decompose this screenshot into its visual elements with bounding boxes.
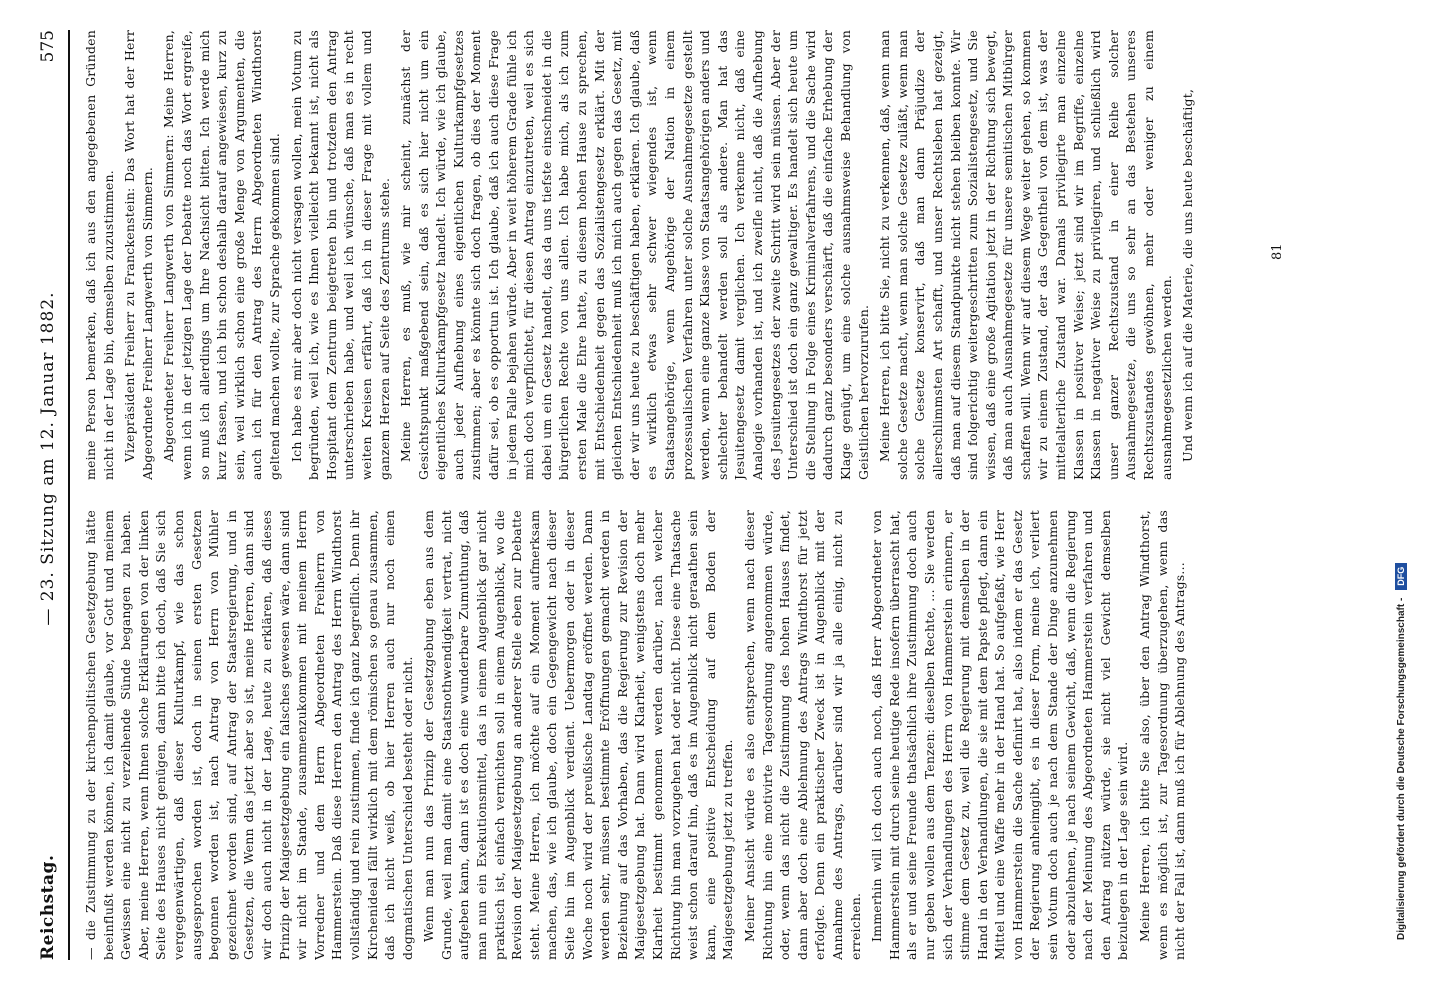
paragraph: Wenn man nun das Prinzip der Gesetzgebung eben aus dem Grunde, weil man damit eine Staatsnothwendigkeit vertrat, nicht aufgeben kann, dann ist es doch eine wunderbare Zumuthung, daß man nun ein Exekutionsmittel, das in einem Augenblick gar nicht praktisch ist, einfach vernichten soll in einem Augenblick, wo die Revision der Maigesetzgebung an anderer Stelle eben zur Debatte steht. Meine Herren, ich möchte auf ein Moment aufmerksam machen, das, wie ich glaube, doch ein Gegengewicht nach dieser Seite hin im Augenblick verdient. Uebermorgen oder in dieser Woche noch wird der preußische Landtag eröffnet werden. Dann werden sehr, müssen bestimmte Eröffnungen gemacht werden in Beziehung auf das Vorhaben, das die Regierung zur Revision der Maigesetzgebung hat. Dann wird Klarheit, wenigstens doch mehr Klarheit bestimmt genommen werden darüber, nach welcher Richtung hin man vorzugehen hat oder nicht. Diese eine Thatsache weist schon darauf hin, daß es im Augenblick nicht geraathen sein kann, eine positive Entscheidung auf dem Boden der Maigesetzgebung jetzt zu treffen. [421, 510, 736, 960]
dfg-logo: DFG [1395, 563, 1407, 590]
paragraph: meine Person bemerken, daß ich aus den angegebenen Gründen nicht in der Lage bin, demselben zuzustimmen. [83, 30, 116, 480]
left-column [82, 510, 1282, 960]
paragraph: Immerhin will ich doch auch noch, daß Herr Abgeordneter von Hammerstein mit durch seine heutige Rede insofern überrascht hat, als er und seine Freunde thatsächlich ihre Zustimmung doch auch nur geben wollen aus dem Tenzen: dieselben Rechte, ... Sie werden sich der Verhandlungen des Herrn von Hammerstein erinnern, er stimme dem Gesetz zu, weil die Regierung mit demselben in der Hand in den Verhandlungen, die sie mit dem Papste pflegt, dann ein Mittel und eine Waffe mehr in der Hand hat. So aufgefaßt, wie Herr von Hammerstein die Sache definirt hat, also indem er das Gesetz der Regierung anheimgibt, es in dieser Form, meine ich, verliert sein Votum doch auch je nach dem Stande der Dinge anzunehmen oder abzulehnen, je nach seinem Gewicht, daß, wenn die Regierung nach der Meinung des Abgeordneten Hammerstein verfahren und den Antrag nützen würde, sie nicht viel Gewicht demselben beizulegen in der Lage sein wird. [869, 510, 1131, 960]
header-session: — 23. Sitzung am 12. Januar 1882. [38, 291, 58, 626]
signature-mark: 81 [1270, 243, 1285, 260]
paragraph: Meiner Ansicht würde es also entsprechen, wenn nach dieser Richtung hin eine motivirte Tagesordnung angenommen würde, oder, wenn das nicht die Zustimmung des hohen Hauses findet, dann aber doch eine Ablehnung des Antrags Windthorst für jetzt erfolgte. Denn ein praktischer Zweck ist in Augenblick mit der Annahme des Antrags, darüber sind wir ja alle einig, nicht zu erreichen. [741, 510, 863, 960]
paragraph: Und wenn ich auf die Materie, die uns heute beschäftigt, [1180, 88, 1196, 462]
paragraph: Meine Herren, ich bitte Sie also, über den Antrag Windthorst, wenn es möglich ist, zur Tagesordnung überzugehen, wenn das nicht der Fall ist, dann muß ich für Ablehnung des Antrags... [1137, 510, 1188, 960]
text-columns [82, 30, 1282, 960]
digitization-text: Digitalisierung gefördert durch die Deutsche Forschungsgemeinschaft - [1395, 597, 1407, 940]
page-header [28, 30, 70, 960]
digitization-note [1395, 40, 1407, 940]
right-column [82, 30, 1282, 480]
header-title: Reichstag. [38, 854, 58, 960]
paragraph: Abgeordneter Freiherr Langwerth von Simmern: Meine Herren, wenn ich in der jetzigen Lage der Debatte noch das Wort ergreife, so muß ich allerdings um Ihre Nachsicht bitten. Ich werde mich kurz fassen, und ich bin schon deshalb darauf angewiesen, kurz zu sein, weil wirklich schon eine große Menge von Argumenten, die auch ich für den Antrag des Herrn Abgeordneten Windthorst geltend machen wollte, zur Sprache gekommen sind. [161, 30, 282, 480]
paragraph: Meine Herren, es muß, wie mir scheint, zunächst der Gesichtspunkt maßgebend sein, daß es sich hier nicht um ein eigentliches Kulturkampfgesetz handelt. Ich würde, wie ich glaube, auch jeder Aufhebung eines eigentlichen Kulturkampfgesetzes zustimmen; aber es könnte sich doch fragen, ob dies der Moment dafür sei, ob es opportun ist. Ich glaube, daß ich auch diese Frage in jedem Falle bejahen würde. Aber in weit höherem Grade fühle ich mich doch verpflichtet, für diesen Antrag einzutreten, weil es sich dabei um ein Gesetz handelt, das da uns tiefste einschneidet in die bürgerlichen Rechte von uns allen. Ich habe mich, als ich zum ersten Male die Ehre hatte, zu diesem hohen Hause zu sprechen, mit Entschiedenheit gegen das Sozialistengesetz erklärt. Mit der gleichen Entschiedenheit muß ich mich auch gegen das Gesetz, mit der wir uns heute zu beschäftigen haben, erklären. Ich glaube, daß es wirklich etwas sehr schwer wiegendes ist, wenn Staatsangehörige, wenn Angehörige der Nation in einem prozessualischen Verfahren unter solche Ausnahmegesetze gestellt werden, wenn eine ganze Klasse von Staatsangehörigen anders und schlechter behandelt werden soll als andere. Man hat das Jesuitengesetz damit verglichen. Ich verkenne nicht, daß eine Analogie vorhanden ist, und ich zweifle nicht, daß die Aufhebung des Jesuitengesetzes der zweite Schritt wird sein müssen. Aber der Unterschied ist doch ein ganz gewaltiger. Es handelt sich heute um die Stellung in Folge eines Kriminalverfahrens, und die Sache wird dadurch ganz besonders verschärft, daß die einfache Erhebung der Klage genügt, um eine solche ausnahmsweise Behandlung von Geistlichen hervorzurufen. [398, 30, 871, 480]
paragraph: — die Zustimmung zu der kirchenpolitischen Gesetzgebung hätte beeinflußt werden können, ich damit glaube, vor Gott und meinem Gewissen eine nicht zu verzeihende Sünde begangen zu haben. Aber, meine Herren, wenn Ihnen solche Erklärungen von der linken Seite des Hauses nicht genügen, dann bitte ich doch, daß Sie sich vergegenwärtigen, daß dieser Kulturkampf, wie das schon ausgesprochen worden ist, doch in seinen ersten Gesetzen begonnen worden ist, nach Antrag von Herrn von Mühler gezeichnet worden sind, auf Antrag der Staatsregierung, und in Gesetzen, die Wenn das jetzt aber so ist, meine Herren, dann sind wir doch auch nicht in der Lage, heute zu erklären, daß dieses Prinzip der Maigesetzgebung ein falsches gewesen wäre, dann sind wir nicht im Stande, zusammenzukommen mit meinem Herrn Vorredner und dem Herrn Abgeordneten Freiherrn von Hammerstein. Daß diese Herren den Antrag des Herrn Windthorst vollständig und rein zustimmen, finde ich ganz begreiflich. Denn ihr Kirchenideal fällt wirklich mit dem römischen so genau zusammen, daß ich nicht weiß, ob hier Herren auch nur noch einen dogmatischen Unterschied besteht oder nicht. [83, 510, 415, 960]
paragraph: Ich habe es mir aber doch nicht versagen wollen, mein Votum zu begründen, weil ich, wie es Ihnen vielleicht bekannt ist, nicht als Hospitant dem Zentrum beigetreten bin und trotzdem den Antrag unterschrieben habe, und weil ich wünsche, daß man es in recht weiten Kreisen erfährt, daß ich in dieser Frage mit vollem und ganzem Herzen auf Seite des Zentrums stehe. [288, 30, 392, 480]
page-number: 575 [38, 30, 58, 63]
paragraph: Meine Herren, ich bitte Sie, nicht zu verkennen, daß, wenn man solche Gesetze macht, wenn man solche Gesetze zuläßt, wenn man solche Gesetze konservirt, daß man dann Präjudize der allerschlimmsten Art schafft, und unser Rechtsleben hat gezeigt, daß man auf diesem Standpunkte nicht stehen bleiben konnte. Wir sind folgerichtig weitergeschritten zum Sozialistengesetz, und Sie wissen, daß eine große Agitation jetzt in der Richtung sich bewegt, daß man auch Ausnahmegesetze für unsere semitischen Mitbürger schaffen will. Wenn wir auf diesem Wege weiter gehen, so kommen wir zu einem Zustand, der das Gegentheil von dem ist, was der mittelalterliche Zustand war. Damals privilegirte man einzelne Klassen in positiver Weise; jetzt sind wir im Begriffe, einzelne Klassen in negativer Weise zu privilegiren, und schließlich wird unser ganzer Rechtszustand in einer Reihe solcher Ausnahmegesetze, die uns so sehr an das Bestehen unseres Rechtszustandes gewöhnen, mehr oder weniger zu einem ausnahmegesetzlichen werden. [877, 30, 1174, 480]
paragraph: Vizepräsident Freiherr zu Franckenstein: Das Wort hat der Herr Abgeordnete Freiherr Langwerth von Simmern. [122, 30, 155, 480]
